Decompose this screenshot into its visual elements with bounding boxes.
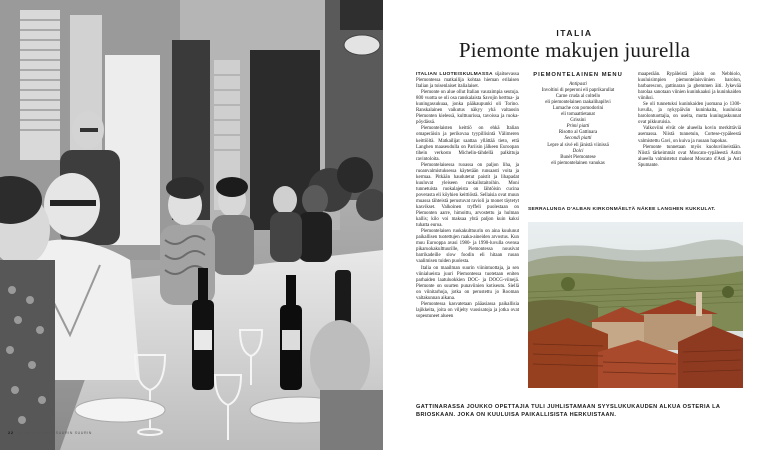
article-paragraph: maaperään. Rypäleistä jaloin on Nebbiolo, kuuluisimpien piemontelaisviinien barolon, barbarescon, gattinaran ja ghemmen äiti. Jykevää barolaa sanotaan viinien kuninkaaksi ja kuninkaiden viiniksi. [638, 72, 741, 102]
article-paragraph: Piemontelaisessa ruoassa on paljon liha, ja ruoanvalmistuksessa käytetään runsaasti voita ja kermaa. Pitkään haudutetut paistit ja lihapadat kuuluvat yleiseen ruokailutaitoihin. Moni tunnetuista ruokalajeista on lähtöisin cucina poverasta eli köyhien keittiöstä. Sellaisia ovat muun muassa tähteistä perustuvat ravioli ja monet täytetyt kasvikset. Valkoinen tryffeli puolestaan on Piemonten aarre, himoittu, arvostettu ja hulman kallis; kilo voi maksaa yhtä paljon kuin kaksi tuhatta euroa. [416, 162, 519, 229]
folio-text: SUURIN SUURIN SUURIN SUURIN [17, 431, 92, 435]
article-paragraph: Piemontelaisten keittiö on ehkä Italian omaperäisin ja perikovaa tyypillisintä Välimeren keittiöltä. Matkailijat saattaa yllättää tieto, että Langhen maaseudulla on Pariisin jälkeen Euroopan tihein verkosto Michelin-tähdellä palkittuja ravintoloita. [416, 126, 519, 162]
article-paragraph: Italia on maailman suurin viinintuottaja, ja sen viinialueista juuri Piemontessa tuotetaan eniten parhaiden laatuluokkien DOC- ja DOCG-viinejä. Piemonte on suurten punaviinien kotiseutu. Siellä on viinitarhoja, jotka on perustettu jo Rooman valtakunnan aikana. [416, 265, 519, 301]
article-column-3 [638, 72, 741, 169]
landscape-photo-caption: SERRALUNGA D'ALBAN KIRKONMÄELTÄ NÄKEE LANGHEN KUKKULAT. [528, 207, 716, 212]
menu-dish: Lepre al sivé eli jänistä viinissä [547, 142, 609, 148]
menu-dish: eli piemontelainen raakalihapihvi [545, 100, 611, 106]
article-paragraph: ITALIAN LUOTEISKULMASSA sijaitsevassa Piemontessa matkailija kohtaa hieman erilaisen Italian ja toisenlaiset italialaiset. [416, 72, 519, 90]
page-folio [8, 430, 92, 435]
menu-dish: Lumache con pomodorini [552, 106, 604, 112]
right-page [383, 0, 766, 450]
menu-dish: Carne cruda al coltello [555, 94, 601, 100]
menu-dish: eli tomaattietanat [561, 112, 595, 118]
main-photo-caption: GATTINARASSA JOUKKO OPETTAJIA TULI JUHLISTAMAAN SYYSLUKUKAUDEN ALKUA OSTERIA LA BRIOSKAAN. JOKA ON KUULUISA PAIKALLISISTA HERKUISTAAN. [416, 404, 721, 418]
article-paragraph: Valkoviini elvät ole alueella kovin merkittäviä asemassa. Niistä tunnetuin, Cortese-rypäleestä valmistettu Gavi, on kuiva ja ruoaan hapokas. [638, 126, 741, 144]
landscape-illustration [528, 222, 743, 388]
landscape-photo-serralunga [528, 222, 743, 388]
menu-course-heading: Primi piatti [566, 124, 590, 130]
article-paragraph: Se oli tunnetuksi kuninkaiden juomana jo 1300-luvulla, ja nykypäivän kuninkaita, kuuluisia barolontuottajia, on useita, mutta kuningaskunnat ovat pikkuruisia. [638, 102, 741, 126]
article-title: Piemonte makujen juurella [458, 38, 691, 62]
menu-dish: Bunèt Piemontese [560, 154, 596, 160]
article-column-1 [416, 72, 519, 320]
menu-dish: Involtini di peperoni eli paprikarullat [541, 88, 615, 94]
article-paragraph: Piemonte tunnetaan myös kuohuviineistään. Niistä tärkeimmät ovat Moscato-rypäleestä Astin alueella valmistetut makeat Moscato d'Asti ja Asti Spumante. [638, 144, 741, 168]
menu-course-heading: Dolci [572, 148, 584, 154]
lead-in: ITALIAN LUOTEISKULMASSA [416, 72, 493, 77]
menu-list [526, 82, 630, 167]
menu-dish: Grissini [570, 118, 586, 124]
menu-course-heading: Antipasti [569, 82, 587, 88]
article-paragraph: Piemonte on alue ollut Italian vauraimpia seutuja. 800 vuotta se oli osa ranskalaista Savojin herttua- ja kuningassukuaa, jonka pääkaupunki oli Torino. Ranskalainen vaikutus näkyy yhä valtaosin Piemonten kielessä, kulttuurissa, tavoissa ja ruoka-pöydässä. [416, 90, 519, 126]
section-kicker: ITALIA [556, 28, 593, 38]
page-number: 22 [8, 430, 14, 435]
menu-dish: Risotto al Gattinara [558, 130, 598, 136]
article-paragraph: Piemontessa kasvatetaan pääasiassa paikallisia lajikkeita, joita on viljelty vuosisatoja ja jotka ovat sopeutuneet alueen [416, 301, 519, 319]
menu-course-heading: Secondi piatti [564, 136, 592, 142]
menu-dish: eli piemontelainen vanukas [551, 160, 605, 166]
menu-box [526, 72, 630, 167]
article-paragraph: Piemontelaisen ruokakulttuurin on aina kuulunut paikallisen tuotettujen raaka-aineiden arvostus. Kun muu Eurooppa avasi 1980- ja 1990-luvulla ovensa pikaruokakulttuurille, Piemontessa nousivat barrikadeille slow foodin eli hitaan ruoan vaalimisen tuiden puolesta. [416, 229, 519, 265]
menu-title: PIEMONTELAINEN MENU [533, 72, 623, 78]
